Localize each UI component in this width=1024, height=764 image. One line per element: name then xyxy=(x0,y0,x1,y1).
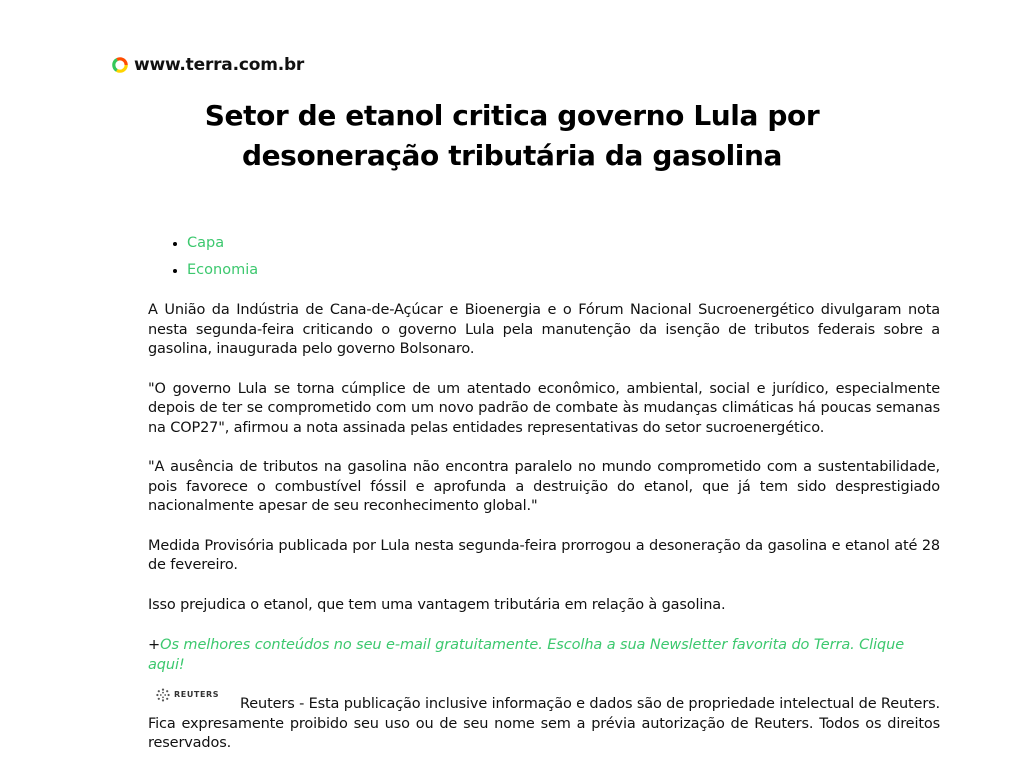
site-header xyxy=(112,54,304,76)
reuters-notice-text: Reuters - Esta publicação inclusive informação e dados são de propriedade intelectual de Reuters. Fica expresamente proibido seu uso ou de seu nome sem a prévia autorização de Reuters. Todos os direitos reservados. xyxy=(148,696,940,751)
terra-logo-icon[interactable] xyxy=(112,57,128,73)
reuters-paragraph xyxy=(148,690,940,754)
newsletter-link[interactable]: Os melhores conteúdos no seu e-mail gratuitamente. Escolha a sua Newsletter favorita do Terra. Clique aqui! xyxy=(148,637,905,673)
article-title: Setor de etanol critica governo Lula por desoneração tributária da gasolina xyxy=(204,99,820,172)
breadcrumb-item-economia xyxy=(187,257,258,284)
breadcrumb-link-capa[interactable]: Capa xyxy=(187,235,225,251)
reuters-notice xyxy=(148,690,940,754)
newsletter-plus: + xyxy=(148,637,161,653)
reuters-dots-icon xyxy=(156,688,170,702)
article-paragraph: "A ausência de tributos na gasolina não encontra paralelo no mundo comprometido com a sustentabilidade, pois favorece o combustível fóssil e aprofunda a destruição do etanol, que já tem sido desprestigiado nacionalmente apesar de seu reconhecimento global." xyxy=(148,459,940,514)
reuters-logo-text: REUTERS xyxy=(174,690,220,700)
breadcrumb-item-capa xyxy=(187,230,258,257)
breadcrumb-link-economia[interactable]: Economia xyxy=(187,262,259,278)
reuters-logo xyxy=(156,687,222,703)
article-paragraph: "O governo Lula se torna cúmplice de um atentado econômico, ambiental, social e jurídico, especialmente depois de ter se comprometido com um novo padrão de combate às mudanças climáticas há poucas semanas na COP27", afirmou a nota assinada pelas entidades representativas do setor sucroenergético. xyxy=(148,380,940,436)
breadcrumb xyxy=(147,230,258,284)
site-url[interactable]: www.terra.com.br xyxy=(134,55,305,75)
article-body xyxy=(148,301,940,764)
newsletter-promo xyxy=(148,635,940,675)
article-paragraph: Medida Provisória publicada por Lula nesta segunda-feira prorrogou a desoneração da gasolina e etanol até 28 de fevereiro. xyxy=(148,537,940,573)
article-paragraph: A União da Indústria de Cana-de-Açúcar e Bioenergia e o Fórum Nacional Sucroenergético divulgaram nota nesta segunda-feira criticando o governo Lula pela manutenção da isenção de tributos federais sobre a gasolina, inaugurada pelo governo Bolsonaro. xyxy=(148,302,940,357)
article-paragraph: Isso prejudica o etanol, que tem uma vantagem tributária em relação à gasolina. xyxy=(148,596,726,613)
